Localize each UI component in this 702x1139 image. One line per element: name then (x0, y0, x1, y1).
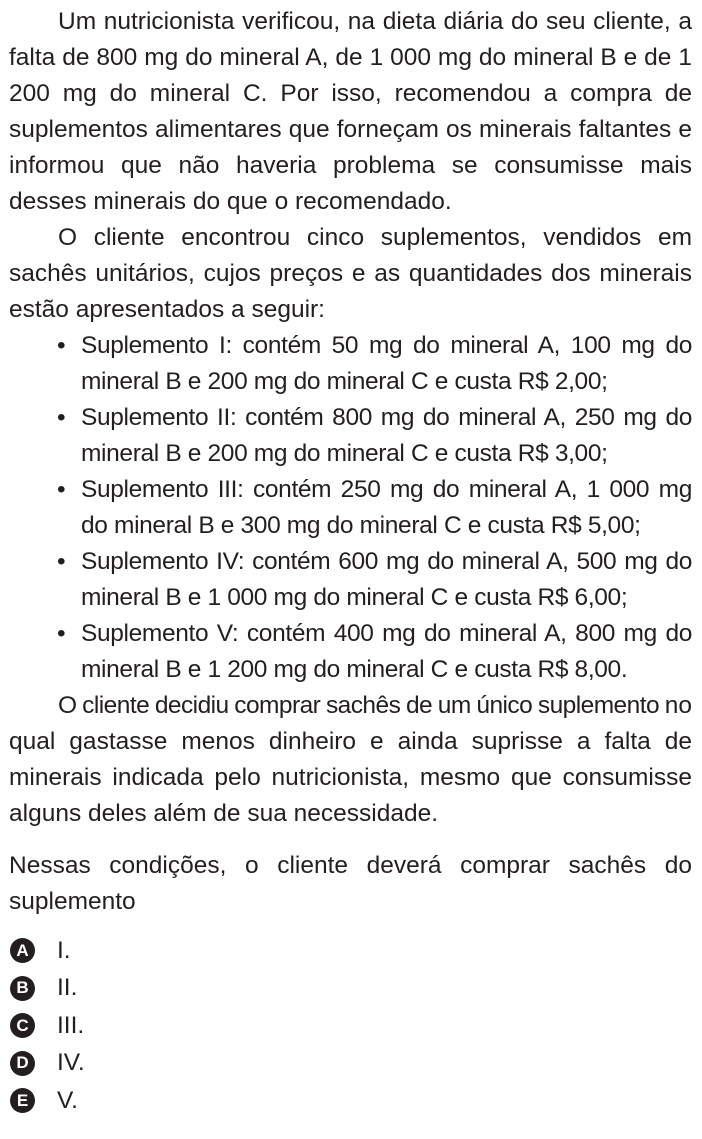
intro-paragraph: Um nutricionista verificou, na dieta diária do seu cliente, a falta de 800 mg do mineral A, de 1 000 mg do mineral B e de 1 200 mg do mineral C. Por isso, recomendou a compra de suplementos alimentares que forneçam os minerais faltantes e informou que não haveria problema se consumisse mais desses minerais do que o recomendado. (9, 8, 692, 215)
bullet-icon: • (57, 620, 66, 647)
option-d-letter-icon: D (10, 1051, 35, 1076)
option-b[interactable] (9, 970, 692, 1008)
option-c[interactable] (9, 1007, 692, 1045)
option-b-letter-icon: B (10, 976, 35, 1001)
supplement-text: Suplemento IV: contém 600 mg do mineral A, 500 mg do mineral B e 1 000 mg do mineral C e custa R$ 6,00; (81, 548, 692, 611)
question-stem: Nessas condições, o cliente deverá comprar sachês do suplemento (9, 852, 692, 915)
supplement-text: Suplemento V: contém 400 mg do mineral A, 800 mg do mineral B e 1 200 mg do mineral C e custa R$ 8,00. (81, 620, 692, 683)
decision-first-line: O cliente decidiu comprar sachês de um único suplemento (58, 692, 660, 719)
bullet-icon: • (57, 548, 66, 575)
option-d[interactable] (9, 1045, 692, 1083)
option-e-letter-icon: E (10, 1088, 35, 1113)
answer-options (9, 932, 692, 1120)
supplement-item-1 (9, 328, 692, 400)
option-c-text: III. (57, 1011, 85, 1039)
supplement-text: Suplemento I: contém 50 mg do mineral A, 100 mg do mineral B e 200 mg do mineral C e custa R$ 2,00; (81, 332, 692, 395)
bullet-icon: • (57, 332, 66, 359)
bullet-icon: • (57, 404, 66, 431)
decision-rest: no qual gastasse menos dinheiro e ainda suprisse a falta de minerais indicada pelo nutricionista, mesmo que consumisse alguns deles além de sua necessidade. (9, 692, 692, 827)
option-a[interactable] (9, 932, 692, 970)
option-e-text: V. (57, 1086, 78, 1114)
option-b-text: II. (57, 974, 78, 1002)
option-d-text: IV. (57, 1049, 85, 1077)
decision-paragraph (9, 688, 692, 832)
supplement-list (9, 328, 692, 688)
supplement-item-5 (9, 616, 692, 688)
supplement-item-3 (9, 472, 692, 544)
option-c-letter-icon: C (10, 1013, 35, 1038)
option-e[interactable] (9, 1082, 692, 1120)
supplement-item-2 (9, 400, 692, 472)
bullet-icon: • (57, 476, 66, 503)
supplement-text: Suplemento III: contém 250 mg do mineral A, 1 000 mg do mineral B e 300 mg do mineral C e custa R$ 5,00; (81, 476, 692, 539)
supplement-item-4 (9, 544, 692, 616)
option-a-letter-icon: A (10, 938, 35, 963)
option-a-text: I. (57, 936, 71, 964)
context-paragraph: O cliente encontrou cinco suplementos, vendidos em sachês unitários, cujos preços e as quantidades dos minerais estão apresentados a seguir: (9, 224, 692, 323)
supplement-text: Suplemento II: contém 800 mg do mineral A, 250 mg do mineral B e 200 mg do mineral C e custa R$ 3,00; (81, 404, 692, 467)
